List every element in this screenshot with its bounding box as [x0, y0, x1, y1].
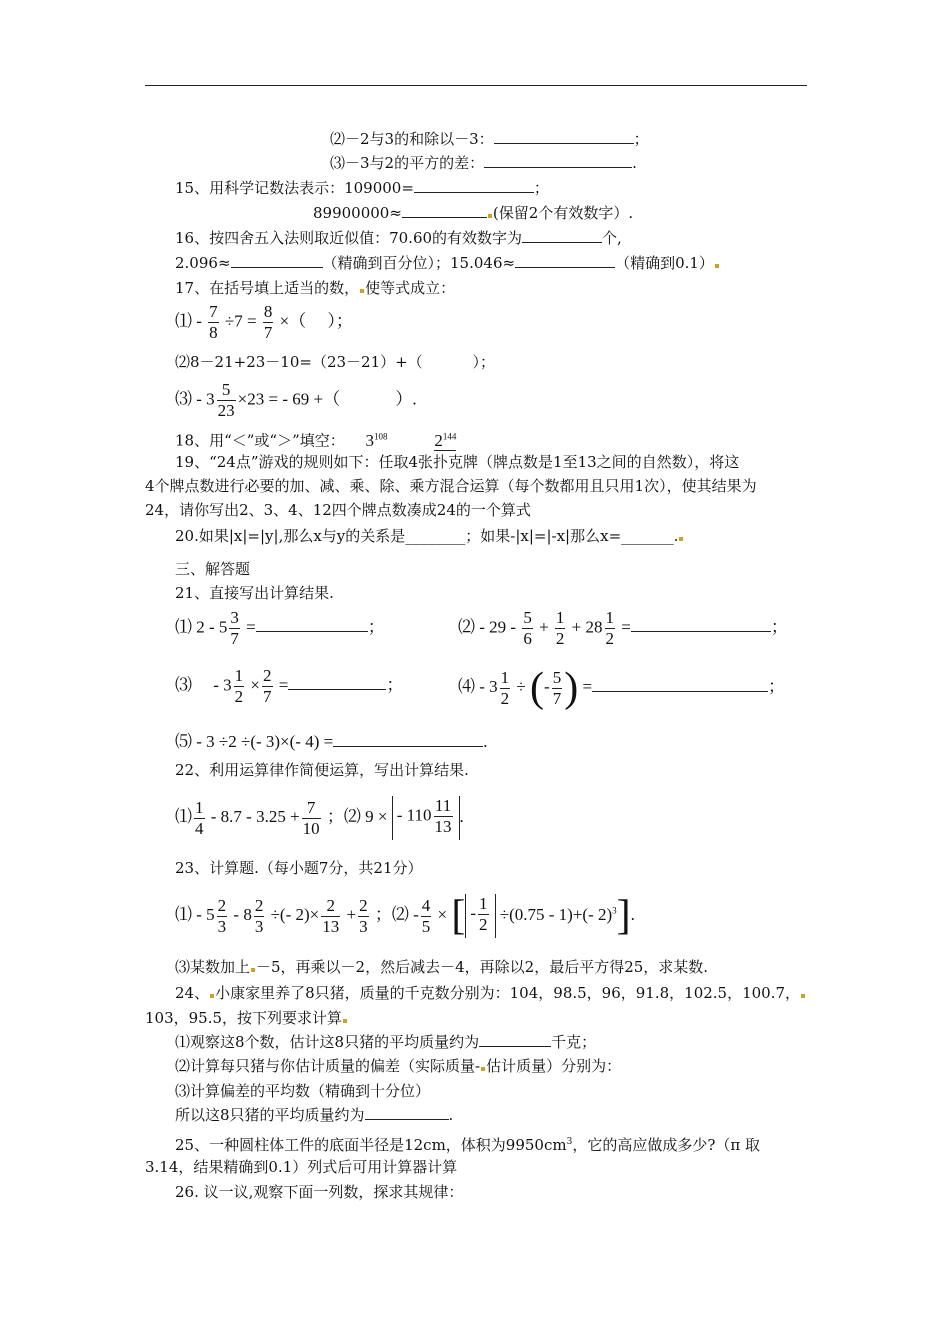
- q25-line1: 25、一种圆柱体工件的底面半径是12cm，体积为$9950cm^3$，它的高应做成多少?（π 取: [175, 1136, 761, 1154]
- q23: 23、计算题.（每小题7分，共21分）: [175, 859, 423, 877]
- blank[interactable]: [479, 1032, 551, 1047]
- q21-1: ⑴ 2 - 5 $\frac{3}{7}$ = ；: [175, 608, 385, 648]
- fraction: $\frac{4}{5}$: [421, 895, 431, 936]
- marker-dot: [343, 1019, 347, 1023]
- q19-line2: 4个牌点数进行必要的加、减、乘、除、乘方混合运算（每个数都用且只用1次），使其结果为: [145, 477, 757, 495]
- marker-dot: [679, 537, 683, 541]
- fraction: $\frac{1}{4}$: [195, 797, 204, 838]
- q23-3: ⑶某数加上 －5，再乘以－2，然后减去－4，再除以2，最后平方得25，求某数.: [175, 958, 709, 976]
- fraction: $\frac{2}{3}$: [359, 895, 368, 936]
- blank[interactable]: [522, 228, 602, 243]
- q26: 26. 议一议,观察下面一列数，探求其规律：: [175, 1183, 464, 1201]
- marker-dot: [481, 1067, 485, 1071]
- q17-2: ⑵8－21+23－10=（23－21）+（ ）；: [175, 353, 495, 371]
- q24-4: 所以这8只猪的平均质量约为 .: [175, 1106, 454, 1124]
- fraction: $\frac{1}{2}$: [500, 667, 510, 708]
- q21-5: ⑸ - 3 ÷2 ÷(- 3)×(- 4) = .: [175, 732, 488, 751]
- q22-1-2: ⑴ $\frac{1}{4}$ - 8.7 - 3.25 + $\frac{7}{10}$ ；⑵ 9 × - 110 $\frac{11}{13}$ .: [175, 796, 464, 840]
- fraction: $\frac{5}{7}$: [552, 667, 562, 708]
- marker-dot: [801, 994, 805, 998]
- fraction: $\frac{1}{2}$: [605, 608, 615, 648]
- marker-dot: [715, 264, 719, 268]
- blank[interactable]: [402, 203, 487, 218]
- marker-dot: [360, 289, 364, 293]
- q22: 22、利用运算律作简便运算，写出计算结果.: [175, 761, 469, 779]
- q17: 17、在括号填上适当的数， 使等式成立：: [175, 279, 456, 297]
- q24-line2: 103，95.5，按下列要求计算: [145, 1008, 348, 1028]
- fraction: $\frac{5}{23}$: [217, 380, 235, 420]
- blank[interactable]: [484, 153, 632, 168]
- q17-3: ⑶ - 3 $\frac{5}{23}$ ×23 = - 69 +（ ）.: [175, 380, 417, 420]
- q15: 15、用科学记数法表示：109000= ；: [175, 179, 549, 197]
- q20: 20.如果|x|=|y|,那么x与y的关系是________；如果-|x|=|-x|那么x=_______.: [175, 526, 684, 546]
- q21: 21、直接写出计算结果.: [175, 584, 334, 602]
- q18: 18、用“＜”或“＞”填空： $3^{108}$ $2^{144}$: [175, 430, 457, 450]
- parenthesis-group: - $\frac{1}{2}$: [465, 894, 495, 938]
- fraction: $\frac{2}{3}$: [254, 895, 264, 936]
- fraction: $\frac{11}{13}$: [434, 796, 452, 836]
- blank[interactable]: [256, 617, 368, 632]
- blank[interactable]: [288, 675, 386, 690]
- q15-b: 89900000≈ (保留2个有效数字）.: [313, 204, 634, 222]
- fraction: $\frac{2}{7}$: [263, 666, 272, 706]
- fraction: $\frac{3}{7}$: [230, 608, 239, 648]
- item-14-2: ⑵－2与3的和除以－3： ；: [330, 130, 649, 148]
- marker-dot: [210, 994, 214, 998]
- section-3-title: 三、解答题: [175, 560, 251, 578]
- q16: 16、按四舍五入法则取近似值：70.60的有效数字为 个,: [175, 229, 622, 247]
- blank[interactable]: [631, 617, 771, 632]
- blank[interactable]: [414, 178, 534, 193]
- blank[interactable]: [333, 732, 483, 747]
- fraction: $\frac{5}{6}$: [523, 608, 532, 648]
- marker-dot: [488, 214, 492, 218]
- fraction: $\frac{2}{3}$: [217, 895, 227, 936]
- q24-3: ⑶计算偏差的平均数（精确到十分位）: [175, 1082, 431, 1100]
- blank[interactable]: [365, 1105, 449, 1120]
- marker-dot: [251, 968, 255, 972]
- q19-line1: 19、“24点”游戏的规则如下：任取4张扑克牌（牌点数是1至13之间的自然数），将这: [175, 453, 740, 471]
- q21-2: ⑵ - 29 - $\frac{5}{6}$ + $\frac{1}{2}$ + 28 $\frac{1}{2}$ = ；: [458, 608, 788, 648]
- fraction: $\frac{2}{13}$: [322, 895, 340, 936]
- q16-b: 2.096≈ （精确到百分位）；15.046≈ （精确到0.1）: [175, 253, 720, 273]
- q21-4: ⑷ - 3 $\frac{1}{2}$ ÷ (- $\frac{5}{7}$ ) = ；: [458, 665, 786, 711]
- q21-3: ⑶ - 3 $\frac{1}{2}$ × $\frac{2}{7}$ = ；: [175, 666, 404, 706]
- fraction: $\frac{1}{2}$: [555, 608, 565, 648]
- header-rule: [145, 85, 807, 86]
- fraction: $\frac{7}{8}$: [209, 302, 218, 342]
- q24-1: ⑴观察这8个数，估计这8只猪的平均质量约为 千克；: [175, 1033, 597, 1051]
- q24-line1: 24、 小康家里养了8只猪，质量的千克数分别为：104，98.5，96，91.8，102.5，100.7，: [175, 983, 806, 1003]
- fraction: $\frac{8}{7}$: [263, 302, 273, 342]
- item-14-3: ⑶－3与2的平方的差： .: [330, 154, 637, 172]
- blank[interactable]: [231, 253, 323, 268]
- q25-line2: 3.14，结果精确到0.1）列式后可用计算器计算: [145, 1158, 458, 1176]
- blank[interactable]: [515, 253, 615, 268]
- blank[interactable]: [494, 129, 634, 144]
- q17-1: ⑴ - $\frac{7}{8}$ ÷7 = $\frac{8}{7}$ ×（ ）；: [175, 302, 353, 342]
- fraction: $\frac{7}{10}$: [302, 797, 320, 838]
- fraction: $\frac{1}{2}$: [234, 666, 244, 706]
- q24-2: ⑵计算每只猪与你估计质量的偏差（实际质量- 估计质量）分别为：: [175, 1057, 622, 1075]
- parenthesis-group: - 110 $\frac{11}{13}$: [392, 796, 460, 840]
- q23-1-2: ⑴ - 5 $\frac{2}{3}$ - 8 $\frac{2}{3}$ ÷(- 2)× $\frac{2}{13}$ + $\frac{2}{3}$ ；⑵ - $\frac{4}{5}$ × [ - $\frac{1}{2}$ ÷(0.75 - 1)+(- 2)$^3$].: [175, 893, 635, 939]
- fraction: $\frac{1}{2}$: [479, 894, 488, 934]
- blank[interactable]: [592, 677, 768, 692]
- q19-line3: 24，请你写出2、3、4、12四个牌点数凑成24的一个算式: [145, 501, 531, 519]
